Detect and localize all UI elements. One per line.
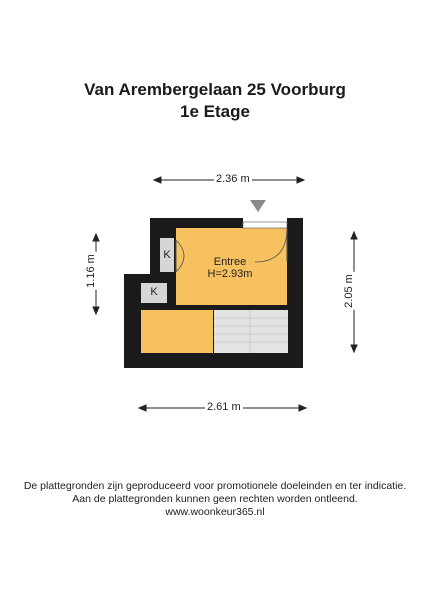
closet-label-lower: K [150, 286, 158, 298]
dim-left-height: 1.16 m [84, 254, 97, 288]
plan-floor-title: 1e Etage [180, 102, 250, 121]
dim-right-height: 2.05 m [342, 274, 355, 308]
entrance-arrow-icon [250, 200, 266, 212]
inner-wall-horizontal [140, 305, 288, 309]
room-entree-height: H=2.93m [207, 268, 253, 280]
inner-wall-closet [140, 274, 176, 282]
website-link[interactable]: www.woonkeur365.nl [165, 506, 265, 518]
dim-top-width: 2.36 m [216, 173, 250, 185]
inner-wall-left [150, 228, 160, 274]
closet-label-upper: K [163, 249, 171, 261]
stairwell [214, 310, 288, 353]
plan-address-title: Van Arembergelaan 25 Voorburg [84, 80, 346, 99]
dim-bottom-width: 2.61 m [207, 401, 241, 413]
front-door-frame [243, 222, 287, 228]
room-lower-left [141, 310, 213, 353]
disclaimer-line-1: De plattegronden zijn geproduceerd voor promotionele doeleinden en ter indicatie. [23, 480, 407, 492]
disclaimer-line-2: Aan de plattegronden kunnen geen rechten worden ontleend. [72, 493, 358, 505]
room-entree-name: Entree [213, 256, 247, 268]
